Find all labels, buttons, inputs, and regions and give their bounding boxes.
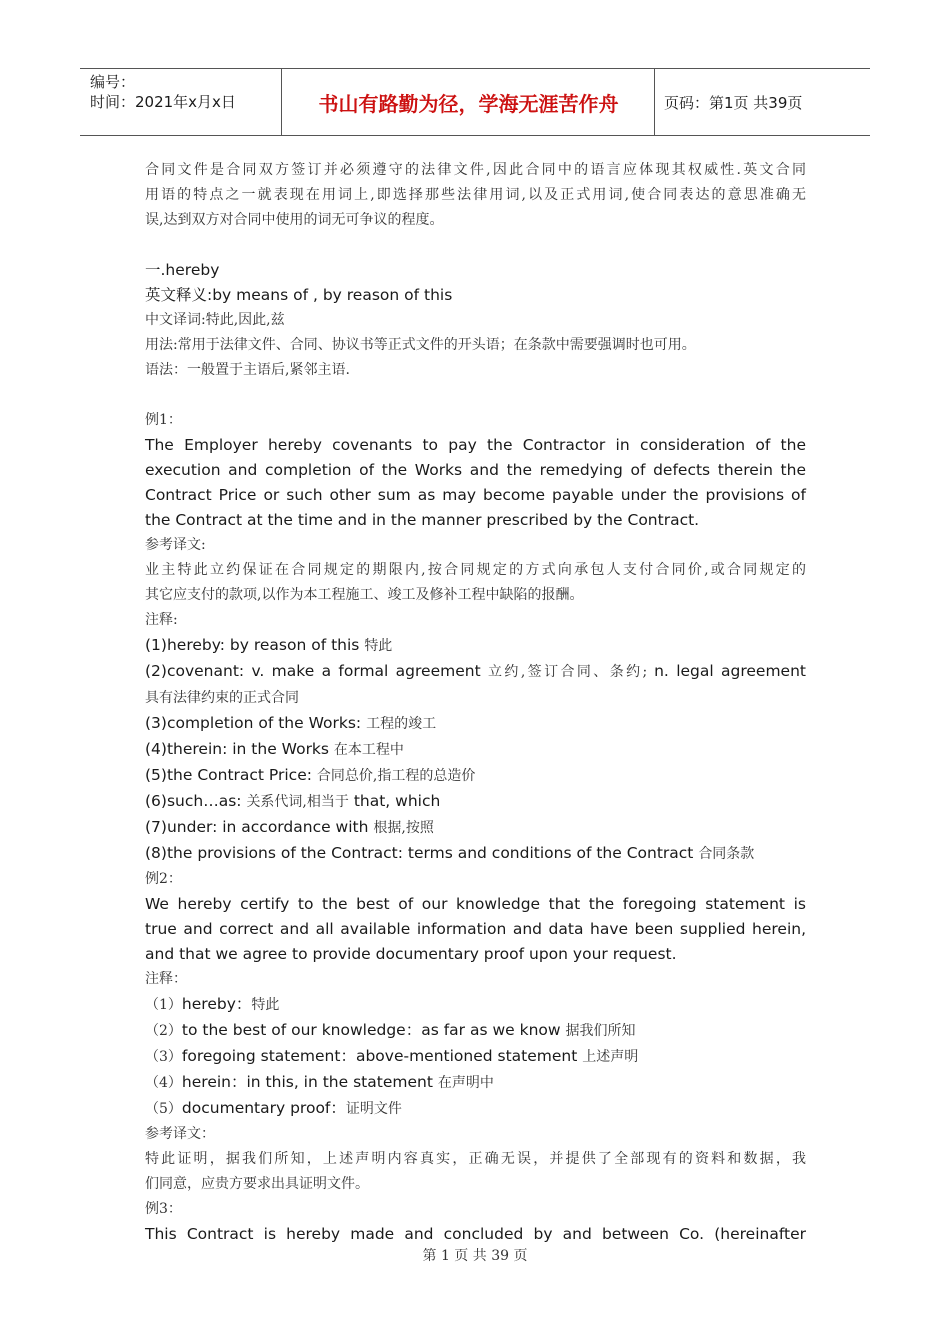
example-text-line: The Employer hereby covenants to pay the Contractor in consideration of the xyxy=(145,436,806,454)
note-item: （1）hereby：特此 xyxy=(145,995,280,1013)
intro-line: 用语的特点之一就表现在用词上,即选择那些法律用词,以及正式用词,使合同表达的意思准确无 xyxy=(145,187,806,203)
usage-note: 用法:常用于法律文件、合同、协议书等正式文件的开头语；在条款中需要强调时也可用。 xyxy=(145,337,696,353)
note-item: (4)therein: in the Works 在本工程中 xyxy=(145,740,404,758)
reference-line: 其它应支付的款项,以作为本工程施工、竣工及修补工程中缺陷的报酬。 xyxy=(145,587,584,603)
note-item: （4）herein：in this, in the statement 在声明中 xyxy=(145,1073,494,1091)
note-item: (1)hereby: by reason of this 特此 xyxy=(145,636,393,654)
example-text-line: This Contract is hereby made and concluded by and between Co. (hereinafter xyxy=(145,1225,806,1243)
time-label: 时间：2021年x月x日 xyxy=(90,93,236,111)
note-item: （5）documentary proof：证明文件 xyxy=(145,1099,402,1117)
example-text-line: Contract Price or such other sum as may become payable under the provisions of xyxy=(145,486,806,504)
english-definition: 英文释义:by means of , by reason of this xyxy=(145,286,453,304)
notes-label: 注释: xyxy=(145,612,178,628)
intro-line: 误,达到双方对合同中使用的词无可争议的程度。 xyxy=(145,212,444,228)
example-text-line: true and correct and all available information and data have been supplied herein, xyxy=(145,920,806,938)
header-motto: 书山有路勤为径，学海无涯苦作舟 xyxy=(318,91,619,116)
document-body xyxy=(145,158,806,1247)
note-item: （3）foregoing statement：above-mentioned statement 上述声明 xyxy=(145,1047,639,1065)
note-item: (6)such…as: 关系代词,相当于 that, which xyxy=(145,792,441,810)
example-label: 例3： xyxy=(145,1201,182,1217)
example-label: 例1： xyxy=(145,412,182,428)
note-item: 具有法律约束的正式合同 xyxy=(145,690,299,706)
note-item: (7)under: in accordance with 根据,按照 xyxy=(145,818,434,836)
grammar-note: 语法：一般置于主语后,紧邻主语. xyxy=(145,362,350,378)
chinese-definition: 中文译词:特此,因此,兹 xyxy=(145,312,285,328)
example-label: 例2： xyxy=(145,871,182,887)
header-meta xyxy=(90,72,236,112)
example-text-line: execution and completion of the Works and the remedying of defects therein the xyxy=(145,461,806,479)
reference-line: 业主特此立约保证在合同规定的期限内,按合同规定的方式向承包人支付合同价,或合同规定的 xyxy=(145,562,806,578)
example-text-line: the Contract at the time and in the manner prescribed by the Contract. xyxy=(145,511,700,529)
page-footer: 第 1 页 共 39 页 xyxy=(422,1248,528,1264)
note-item: (3)completion of the Works: 工程的竣工 xyxy=(145,714,437,732)
section-heading: 一.hereby xyxy=(145,261,220,279)
notes-label: 注释： xyxy=(145,971,187,987)
serial-label: 编号： xyxy=(90,73,136,91)
intro-line: 合同文件是合同双方签订并必须遵守的法律文件,因此合同中的语言应体现其权威性.英文合同 xyxy=(145,162,806,178)
header-divider xyxy=(654,69,655,135)
note-item: (5)the Contract Price: 合同总价,指工程的总造价 xyxy=(145,766,476,784)
note-item: （2）to the best of our knowledge：as far as we know 据我们所知 xyxy=(145,1021,636,1039)
reference-line: 特此证明，据我们所知，上述声明内容真实，正确无误，并提供了全部现有的资料和数据，我 xyxy=(145,1151,806,1167)
document-header xyxy=(80,68,870,136)
note-item: (2)covenant: v. make a formal agreement 立约,签订合同、条约; n. legal agreement xyxy=(145,662,806,680)
example-text-line: and that we agree to provide documentary proof upon your request. xyxy=(145,945,677,963)
note-item: (8)the provisions of the Contract: terms and conditions of the Contract 合同条款 xyxy=(145,844,755,862)
reference-line: 们同意，应贵方要求出具证明文件。 xyxy=(145,1176,369,1192)
reference-label: 参考译文： xyxy=(145,1126,215,1142)
header-page-label: 页码：第1页 共39页 xyxy=(664,94,803,112)
reference-label: 参考译文: xyxy=(145,537,206,553)
example-text-line: We hereby certify to the best of our knowledge that the foregoing statement is xyxy=(145,895,806,913)
